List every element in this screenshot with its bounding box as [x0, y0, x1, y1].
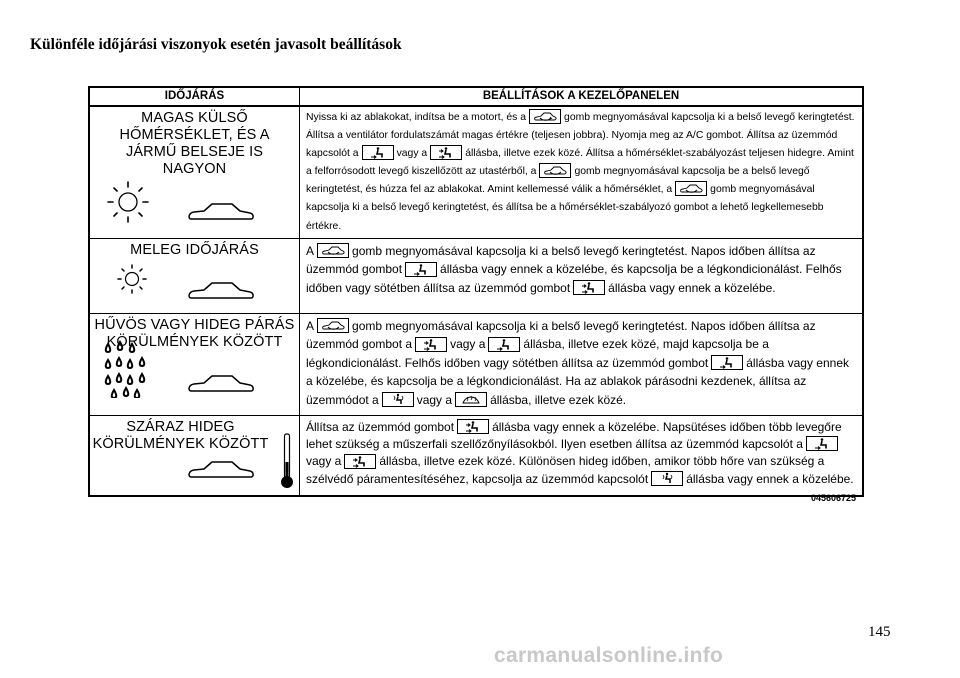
- mode-bilevel-icon: [415, 337, 447, 352]
- mode-floor-icon: [806, 436, 838, 451]
- recirculation-icon: [317, 243, 349, 258]
- mode-bilevel-icon: [573, 280, 605, 295]
- text-segment: gomb megnyomásával kapcsolja ki a belső levegő keringtetést, és állítsa be a hőmérséklet-szabályozó gombot a lehető legkellemesebb értékre.: [306, 184, 824, 232]
- car-icon: [186, 372, 256, 400]
- recirculation-icon: [529, 109, 561, 124]
- text-segment: Nyissa ki az ablakokat, indítsa be a motort, és a: [306, 112, 527, 123]
- settings-text: [300, 314, 862, 412]
- mode-floor-icon: [488, 337, 520, 352]
- recirculation-icon: [317, 318, 349, 333]
- settings-cell: [300, 238, 864, 313]
- mode-bilevel-icon: [430, 145, 462, 160]
- condition-title: SZÁRAZ HIDEG KÖRÜLMÉNYEK KÖZÖTT: [92, 418, 269, 452]
- text-segment: Állítsa az üzemmód gombot: [306, 419, 455, 434]
- page-number: 145: [868, 624, 891, 640]
- condition-cell: [89, 313, 300, 415]
- mode-floor-defrost-icon: [382, 392, 414, 407]
- mode-floor-icon: [405, 262, 437, 277]
- table-row: [89, 415, 863, 496]
- raindrops-icon: [102, 340, 152, 398]
- settings-cell: [300, 106, 864, 238]
- mode-bilevel-icon: [344, 454, 376, 469]
- table-row: [89, 106, 863, 238]
- table-row: [89, 238, 863, 313]
- text-segment: vagy a: [396, 148, 428, 160]
- condition-cell: [89, 106, 300, 238]
- text-segment: állásba vagy ennek a közelébe, és kapcsolja be a légkondicionálást. Felhős időben vagy sötétben állítsa az üzemmód gombot: [306, 262, 842, 295]
- mode-floor-icon: [711, 355, 743, 370]
- text-segment: állásba, illetve ezek közé.: [490, 393, 627, 408]
- text-segment: állásba vagy ennek a közelébe.: [686, 471, 854, 486]
- condition-title: HŰVÖS VAGY HIDEG PÁRÁS KÖRÜLMÉNYEK KÖZÖTT: [94, 316, 295, 350]
- condition-cell: [89, 238, 300, 313]
- text-segment: állásba vagy ennek a közelébe, és kapcsolja be a légkondicionálást. Ha az ablakok párásodni kezdenek, állítsa az üzemmódot a: [306, 355, 849, 408]
- settings-text: [300, 107, 862, 238]
- table-header-row: [89, 87, 863, 106]
- text-segment: állásba, illetve ezek közé. Különösen hideg időben, amikor több hőre van szükség a szélvédő páramentesítéséhez, kapcsolja az üzemmód kapcsolót: [306, 454, 825, 486]
- text-segment: A: [306, 243, 315, 258]
- text-segment: vagy a: [306, 454, 342, 469]
- text-segment: állásba vagy ennek a közelébe. Napsütéses időben több levegőre lehet szükség a műszerfali szellőzőnyílásokból. Ilyen esetben állítsa az üzemmód kapcsolót a: [306, 419, 842, 452]
- settings-cell: [300, 313, 864, 415]
- text-segment: vagy a: [416, 393, 453, 408]
- text-segment: gomb megnyomásával kapcsolja ki a belső levegő keringtetést. Állítsa a ventilátor fordulatszámát magas értékre (teljesen jobbra). Nyomja meg az A/C gombot. Állítsa az üzemmód kapcsolót a: [306, 112, 855, 160]
- condition-title: MELEG IDŐJÁRÁS: [130, 241, 259, 258]
- text-segment: gomb megnyomásával kapcsolja be a belső levegő keringtetést, és húzza fel az ablakokat. Amint kellemessé válik a hőmérséklet, a: [306, 166, 810, 196]
- weather-settings-table: [88, 86, 864, 497]
- sun-icon: [116, 263, 148, 295]
- mode-floor-defrost-icon: [651, 471, 683, 486]
- recirculation-icon: [675, 181, 707, 196]
- settings-text: [300, 239, 862, 300]
- text-segment: állásba, illetve ezek közé, majd kapcsolja be a légkondicionálást. Felhős időben vagy sötétben állítsa az üzemmód gombot: [306, 337, 769, 370]
- text-segment: állásba vagy ennek a közelébe.: [608, 280, 776, 295]
- mode-bilevel-icon: [457, 419, 489, 434]
- car-icon: [186, 279, 256, 307]
- page-title: Különféle időjárási viszonyok esetén javasolt beállítások: [30, 36, 402, 53]
- settings-text: [300, 416, 862, 491]
- defrost-icon: [455, 392, 487, 407]
- table-row: [89, 313, 863, 415]
- header-weather: IDŐJÁRÁS: [89, 87, 300, 106]
- text-segment: vagy a: [450, 337, 486, 352]
- text-segment: gomb megnyomásával kapcsolja ki a belső levegő keringtetést. Napos időben állítsa az üzemmód gombot a: [306, 318, 816, 352]
- recirculation-icon: [539, 163, 571, 178]
- header-settings: BEÁLLÍTÁSOK A KEZELŐPANELEN: [300, 87, 864, 106]
- condition-cell: [89, 415, 300, 496]
- car-icon: [186, 200, 256, 228]
- text-segment: állásba, illetve ezek közé. Állítsa a hőmérséklet-szabályozást teljesen hidegre. Amint a felforrósodott levegő kiszellőzött az utastérből, a: [306, 148, 854, 178]
- watermark[interactable]: carmanualsonline.info: [494, 644, 724, 667]
- sun-icon: [106, 180, 150, 224]
- mode-floor-icon: [362, 145, 394, 160]
- figure-code: 045606725: [811, 493, 857, 503]
- thermometer-icon: [280, 432, 294, 490]
- text-segment: A: [306, 318, 315, 333]
- settings-cell: [300, 415, 864, 496]
- car-icon: [186, 458, 256, 486]
- text-segment: gomb megnyomásával kapcsolja ki a belső levegő keringtetést. Napos időben állítsa az üzemmód gombot: [306, 243, 816, 277]
- condition-title: MAGAS KÜLSŐ HŐMÉRSÉKLET, ÉS A JÁRMŰ BELSEJE IS NAGYON: [119, 110, 270, 177]
